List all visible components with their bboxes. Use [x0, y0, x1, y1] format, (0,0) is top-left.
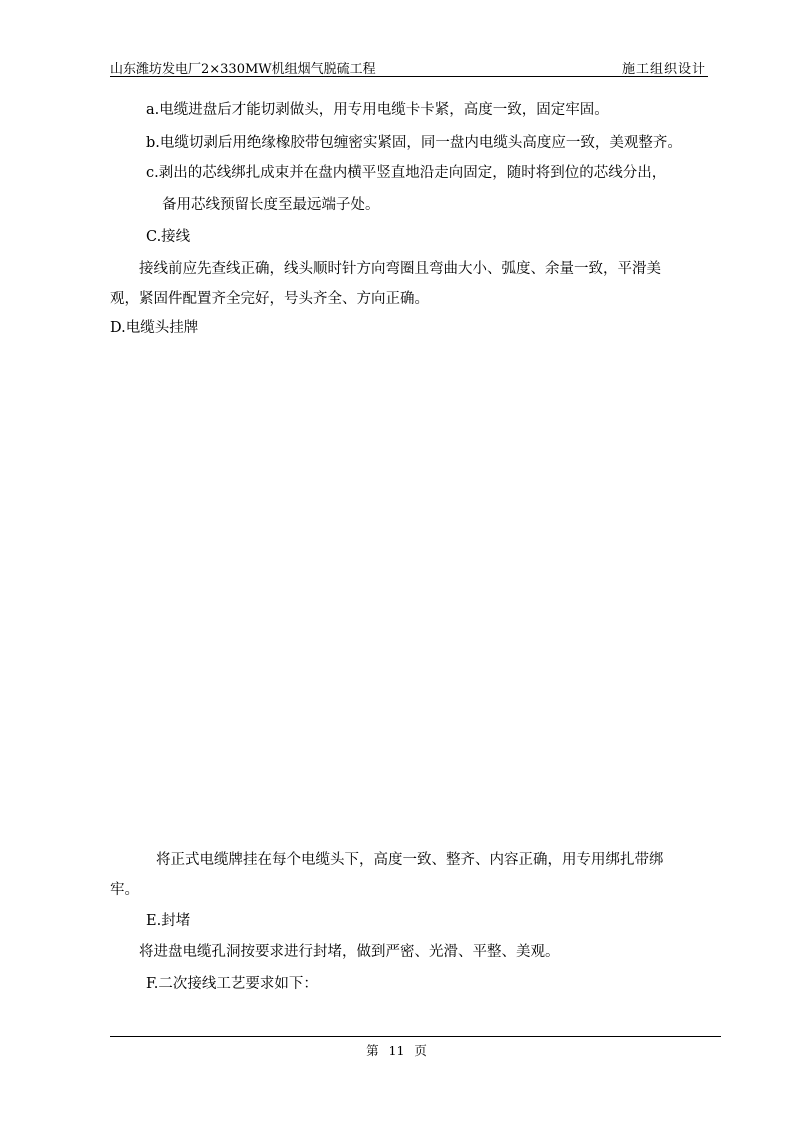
page-header: [110, 58, 708, 77]
paragraph-d-line2: 牢。: [110, 882, 139, 898]
heading-f: F.二次接线工艺要求如下：: [146, 976, 318, 992]
heading-e: E.封堵: [146, 913, 191, 929]
header-section-title: 施工组织设计: [621, 62, 706, 77]
item-c-line2: 备用芯线预留长度至最远端子处。: [162, 197, 380, 213]
paragraph-d-line1: 将正式电缆牌挂在每个电缆头下，高度一致、整齐、内容正确，用专用绑扎带绑: [156, 852, 664, 868]
paragraph-c-line2: 观，紧固件配置齐全完好，号头齐全、方向正确。: [110, 291, 429, 307]
item-b: b.电缆切剥后用绝缘橡胶带包缠密实紧固，同一盘内电缆头高度应一致，美观整齐。: [146, 135, 682, 151]
item-a: a.电缆进盘后才能切剥做头，用专用电缆卡卡紧，高度一致，固定牢固。: [146, 102, 609, 118]
heading-d: D.电缆头挂牌: [110, 320, 199, 336]
heading-c: C.接线: [146, 229, 191, 245]
page-number: 第 11 页: [366, 1043, 427, 1058]
header-project-title: 山东潍坊发电厂2×330MW机组烟气脱硫工程: [110, 62, 376, 77]
paragraph-e: 将进盘电缆孔洞按要求进行封堵，做到严密、光滑、平整、美观。: [139, 944, 560, 960]
item-c-line1: c.剥出的芯线绑扎成束并在盘内横平竖直地沿走向固定，随时将到位的芯线分出，: [146, 165, 667, 181]
paragraph-c-line1: 接线前应先查线正确，线头顺时针方向弯圈且弯曲大小、弧度、余量一致，平滑美: [139, 261, 661, 277]
footer-divider: [110, 1036, 721, 1037]
